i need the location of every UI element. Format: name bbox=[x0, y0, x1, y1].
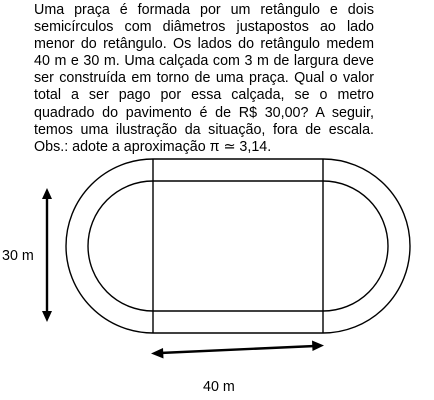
problem-statement: Uma praça é formada por um retângulo e dois semicírculos com diâmetros justapostos ao lado menor do retângulo. Os lados do retângulo medem 40 m e 30 m. Uma calçada com 3 m de largura deve ser construída em torno de uma praça. Qual o valor total a ser pago por essa calçada, se o metro quadrado do pavimento é de R$ 30,00? A seguir, temos uma ilustração da situação, fora de escala. Obs.: adote a aproximação π ≃ 3,14. bbox=[34, 2, 374, 155]
width-dimension-arrow bbox=[151, 341, 324, 359]
width-label: 40 m bbox=[203, 379, 235, 395]
sidewalk-outer-boundary bbox=[66, 159, 410, 333]
plaza-inner-boundary bbox=[88, 181, 388, 311]
height-label: 30 m bbox=[2, 248, 34, 264]
height-dimension-arrow bbox=[42, 188, 52, 322]
